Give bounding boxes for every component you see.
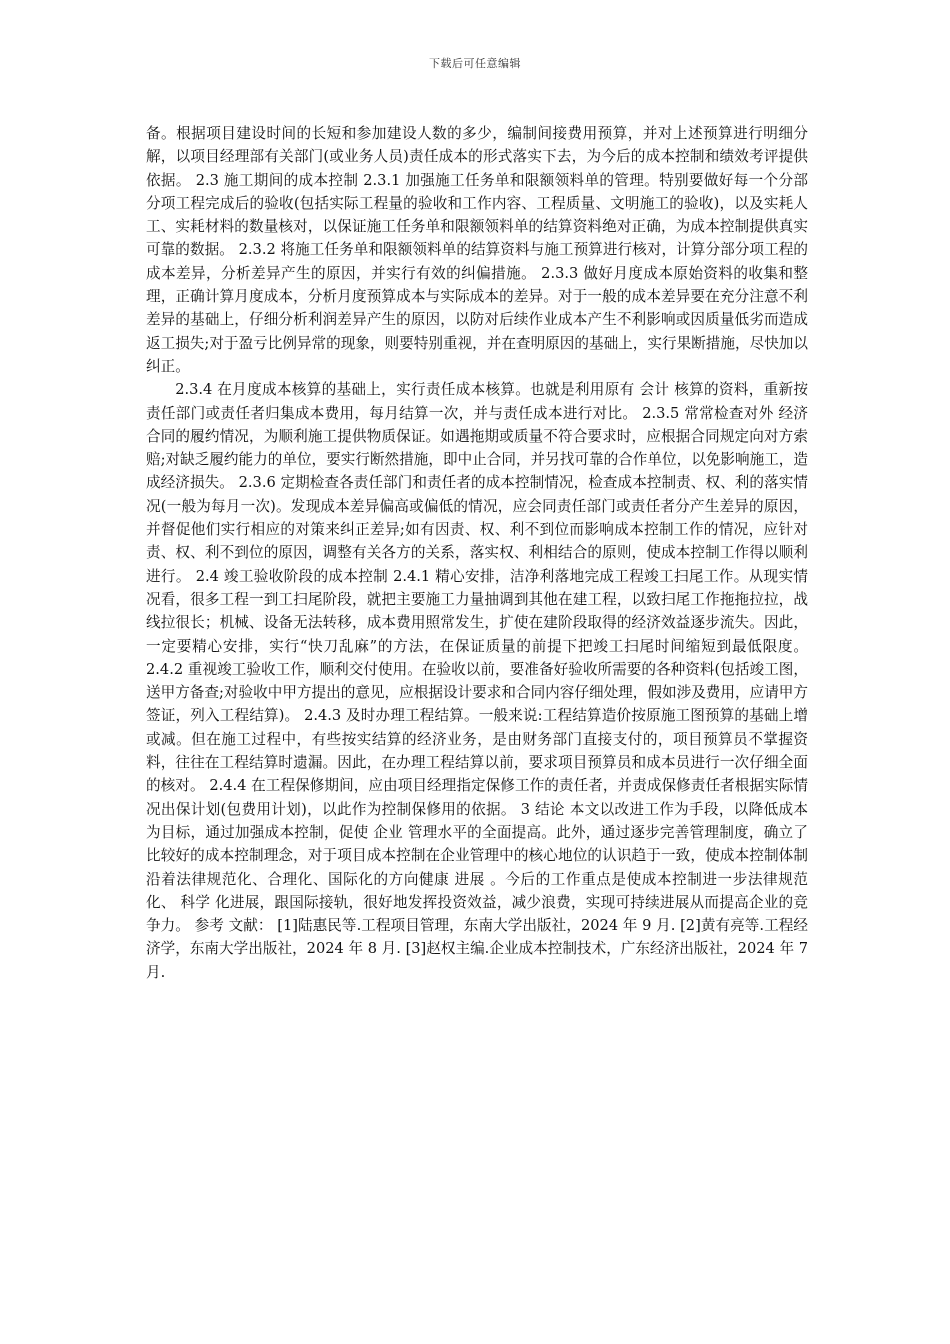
- body-paragraph: 备。根据项目建设时间的长短和参加建设人数的多少，编制间接费用预算，并对上述预算进行明细分解，以项目经理部有关部门(或业务人员)责任成本的形式落实下去，为今后的成本控制和绩效考评提供依据。 2.3 施工期间的成本控制 2.3.1 加强施工任务单和限额领料单的管理。特别要做好每一个分部分项工程完成后的验收(包括实际工程量的验收和工作内容、工程质量、文明施工的验收)，以及实耗人工、实耗材料的数量核对，以保证施工任务单和限额领料单的结算资料绝对正确，为成本控制提供真实可靠的数据。 2.3.2 将施工任务单和限额领料单的结算资料与施工预算进行核对，计算分部分项工程的成本差异，分析差异产生的原因，并实行有效的纠偏措施。 2.3.3 做好月度成本原始资料的收集和整理，正确计算月度成本，分析月度预算成本与实际成本的差异。对于一般的成本差异要在充分注意不利差异的基础上，仔细分析利润差异产生的原因，以防对后续作业成本产生不利影响或因质量低劣而造成返工损失;对于盈亏比例异常的现象，则要特别重视，并在查明原因的基础上，实行果断措施，尽快加以纠正。: [146, 125, 808, 375]
- document-body: [146, 122, 808, 984]
- page-header: 下载后可任意编辑: [429, 57, 521, 70]
- body-paragraph: 2.3.4 在月度成本核算的基础上，实行责任成本核算。也就是利用原有 会计 核算的资料，重新按责任部门或责任者归集成本费用，每月结算一次，并与责任成本进行对比。 2.3.5 常常检查对外 经济 合同的履约情况，为顺利施工提供物质保证。如遇拖期或质量不符合要求时，应根据合同规定向对方索赔;对缺乏履约能力的单位，要实行断然措施，即中止合同，并另找可靠的合作单位，以免影响施工，造成经济损失。 2.3.6 定期检查各责任部门和责任者的成本控制情况，检查成本控制责、权、利的落实情况(一般为每月一次)。发现成本差异偏高或偏低的情况，应会同责任部门或责任者分产生差异的原因，并督促他们实行相应的对策来纠正差异;如有因责、权、利不到位而影响成本控制工作的情况，应针对责、权、利不到位的原因，调整有关各方的关系，落实权、利相结合的原则，使成本控制工作得以顺利进行。 2.4 竣工验收阶段的成本控制 2.4.1 精心安排，洁净利落地完成工程竣工扫尾工作。从现实情况看，很多工程一到工扫尾阶段，就把主要施工力量抽调到其他在建工程，以致扫尾工作拖拖拉拉，战线拉很长；机械、设备无法转移，成本费用照常发生，扩使在建阶段取得的经济效益逐步流失。因此，一定要精心安排，实行“快刀乱麻”的方法，在保证质量的前提下把竣工扫尾时间缩短到最低限度。 2.4.2 重视竣工验收工作，顺利交付使用。在验收以前，要准备好验收所需要的各种资料(包括竣工图，送甲方备查;对验收中甲方提出的意见，应根据设计要求和合同内容仔细处理，假如涉及费用，应请甲方签证，列入工程结算)。 2.4.3 及时办理工程结算。一般来说:工程结算造价按原施工图预算的基础上增或减。但在施工过程中，有些按实结算的经济业务，是由财务部门直接支付的，项目预算员不掌握资料，往往在工程结算时遗漏。因此，在办理工程结算以前，要求项目预算员和成本员进行一次仔细全面的核对。 2.4.4 在工程保修期间，应由项目经理指定保修工作的责任者，并责成保修责任者根据实际情况出保计划(包费用计划)，以此作为控制保修用的依据。 3 结论 本文以改进工作为手段，以降低成本为目标，通过加强成本控制，促使 企业 管理水平的全面提高。此外，通过逐步完善管理制度，确立了比较好的成本控制理念，对于项目成本控制在企业管理中的核心地位的认识趋于一致，使成本控制体制沿着法律规范化、合理化、国际化的方向健康 进展 。今后的工作重点是使成本控制进一步法律规范化、 科学 化进展，跟国际接轨，很好地发挥投资效益，减少浪费，实现可持续进展从而提高企业的竞争力。 参考 文献： [1]陆惠民等.工程项目管理，东南大学出版社，2024 年 9 月. [2]黄有亮等.工程经济学，东南大学出版社，2024 年 8 月. [3]赵权主编.企业成本控制技术，广东经济出版社，2024 年 7 月.: [146, 381, 808, 981]
